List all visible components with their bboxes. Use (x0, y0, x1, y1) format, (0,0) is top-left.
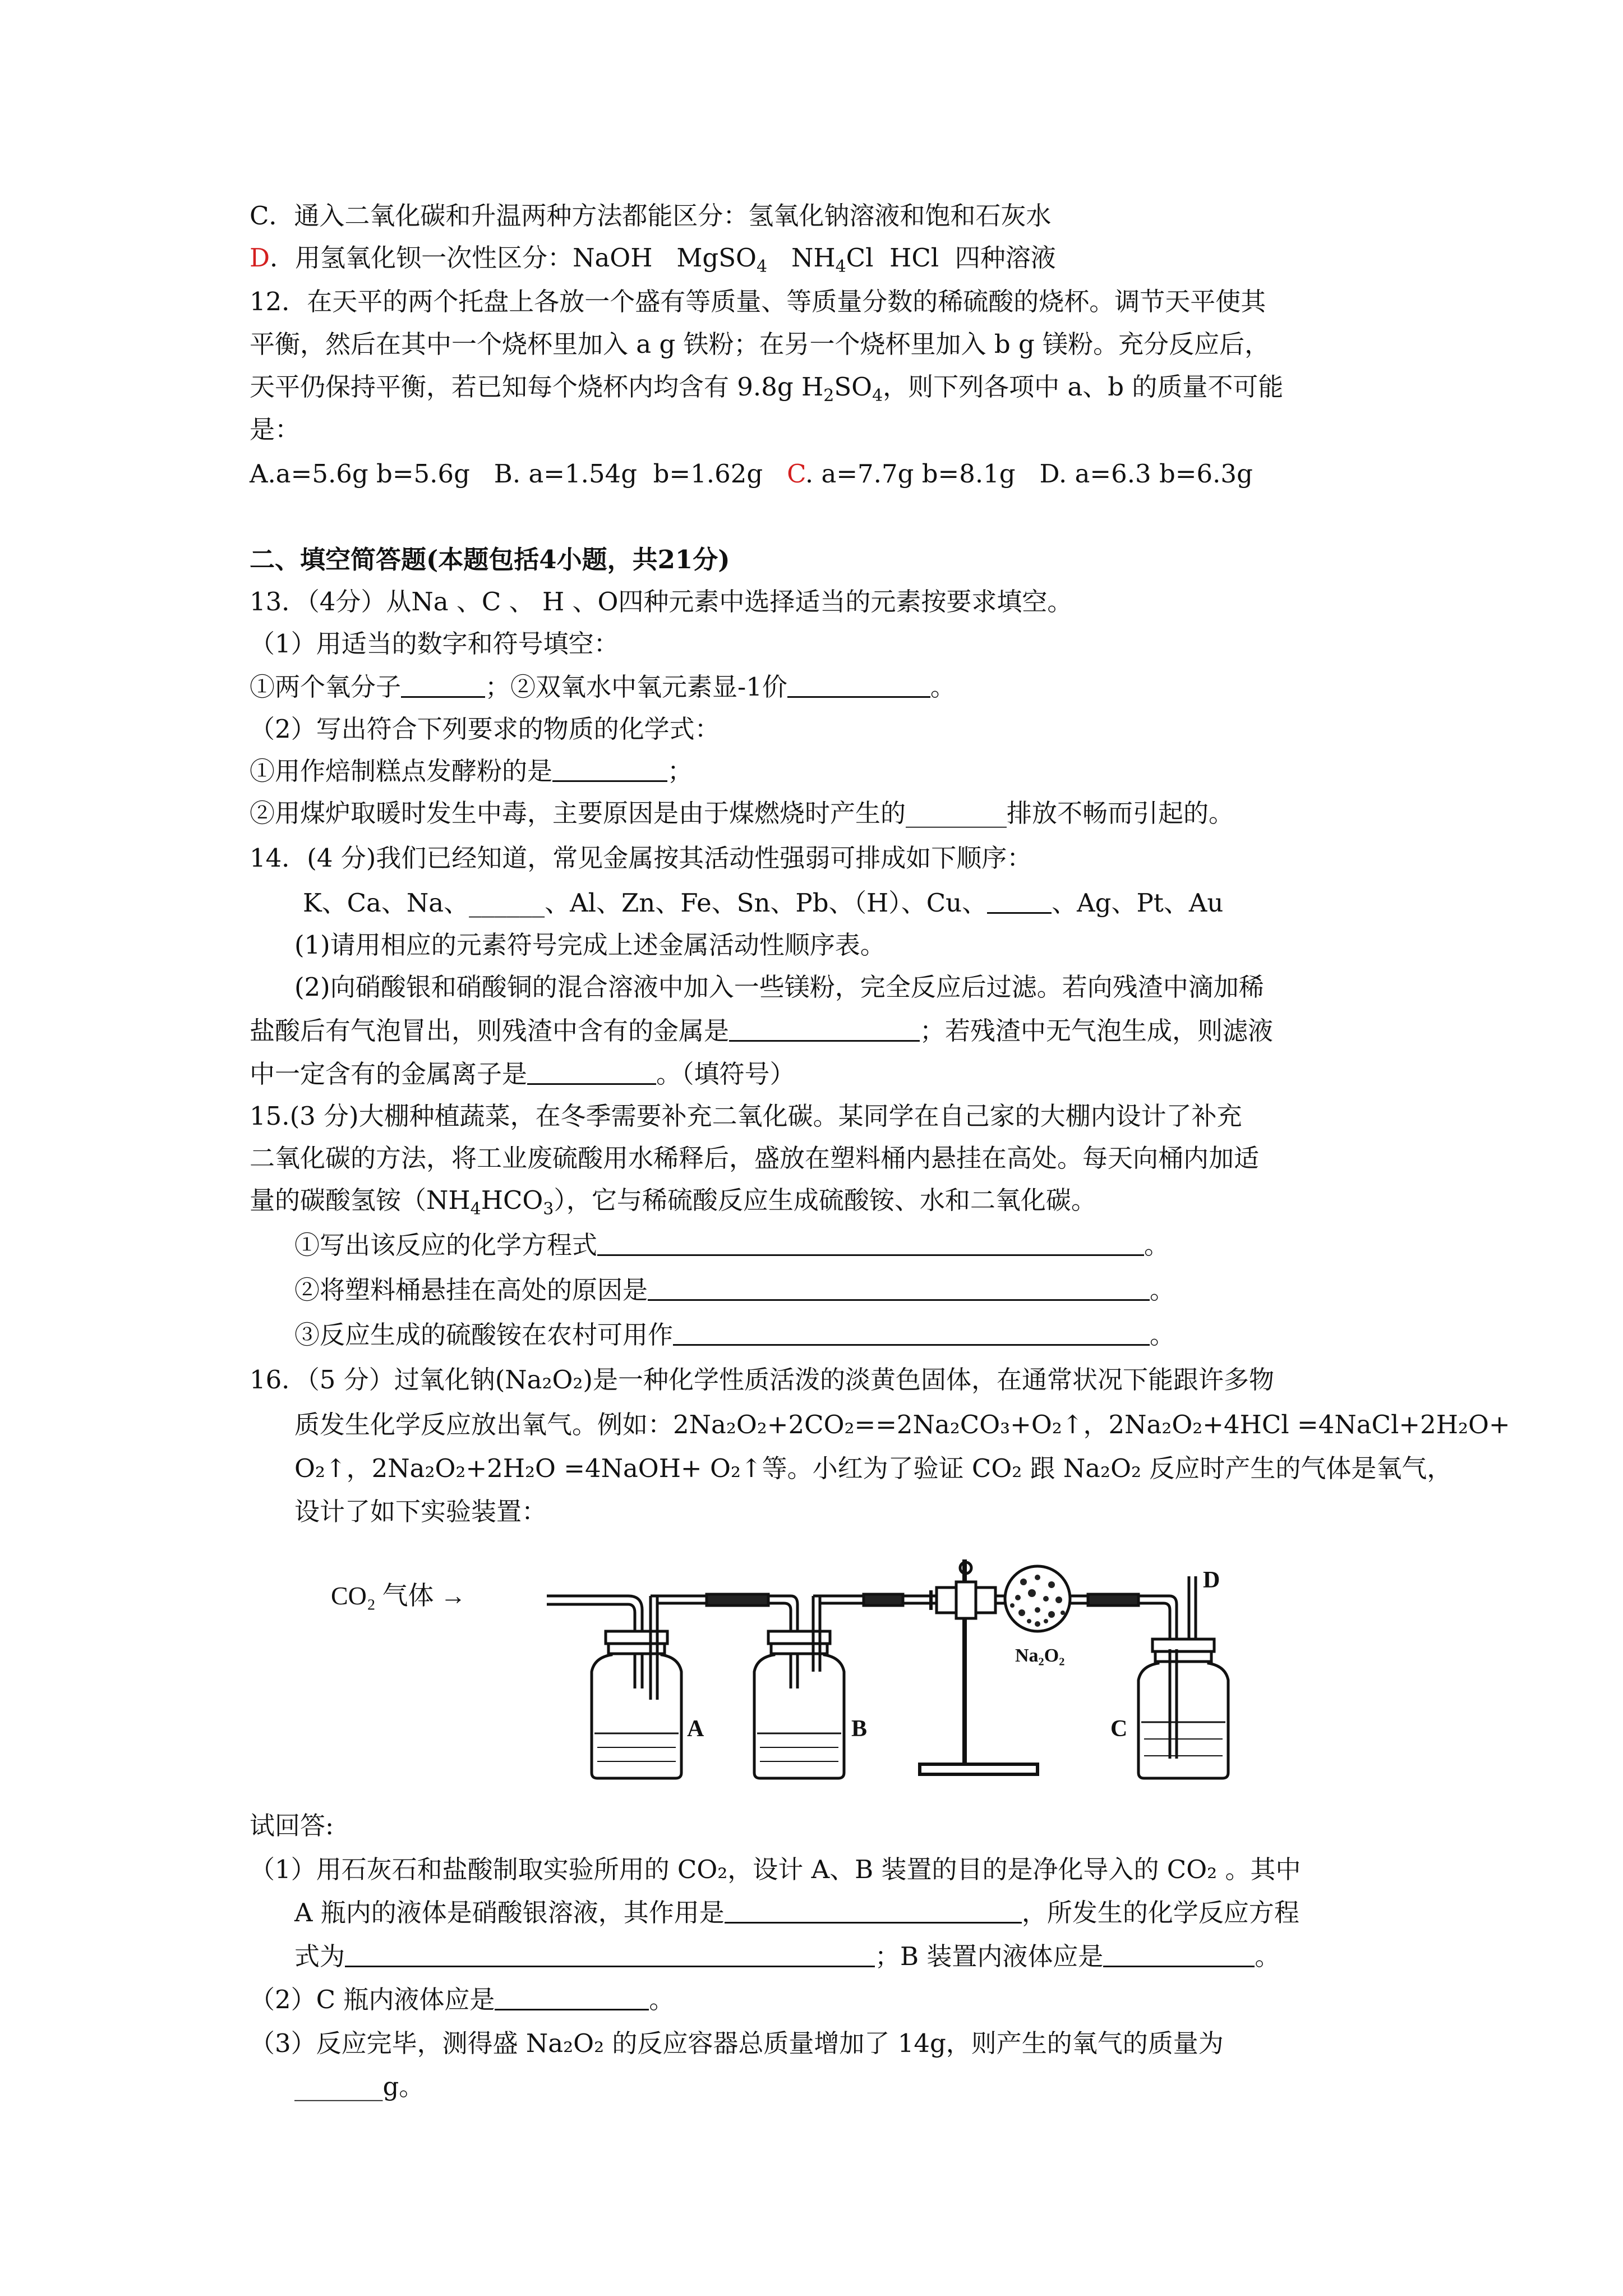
answer-blank[interactable] (527, 1061, 656, 1085)
q13-text: ①两个氧分子 (250, 672, 402, 702)
q14-text: ；若残渣中无气泡生成，则滤液 (920, 1016, 1274, 1046)
answer-part-1-line-2 (294, 1896, 1299, 1930)
q15-text: 量的碳酸氢铵（NH (250, 1185, 471, 1215)
subscript: 4 (872, 386, 883, 406)
q12-option-c-letter: C (787, 459, 805, 489)
q15-text: ②将塑料桶悬挂在高处的原因是 (294, 1275, 648, 1305)
q13-line-2: （1）用适当的数字和符号填空： (250, 629, 619, 659)
answer-blank[interactable] (673, 1322, 1150, 1346)
q12-line-1: 12．在天平的两个托盘上各放一个盛有等质量、等质量分数的稀硫酸的烧杯。调节天平使其 (250, 287, 1266, 316)
q15-line-2: 二氧化碳的方法，将工业废硫酸用水稀释后，盛放在塑料桶内悬挂在高处。每天向桶内加适 (250, 1143, 1260, 1173)
q14-line-4: (2)向硝酸银和硝酸铜的混合溶液中加入一些镁粉，完全反应后过滤。若向残渣中滴加稀 (294, 972, 1264, 1002)
q13-line-6: ②用煤炉取暖时发生中毒，主要原因是由于煤燃烧时产生的________排放不畅而引起的。 (250, 798, 1234, 828)
bottle-a-label: A (687, 1716, 704, 1742)
answer-blank[interactable] (787, 674, 930, 698)
q13-text: 。 (930, 672, 956, 702)
q12-options-text: . a=7.7g b=8.1g D. a=6.3 b=6.3g (805, 459, 1253, 489)
answer-blank[interactable] (597, 1232, 1144, 1256)
q14-line-6 (250, 1057, 795, 1091)
answer-part-3-line-1: （3）反应完毕，测得盛 Na₂O₂ 的反应容器总质量增加了 14g，则产生的氧气的质量为 (250, 2028, 1224, 2058)
q11-option-c: C．通入二氧化碳和升温两种方法都能区分：氢氧化钠溶液和饱和石灰水 (250, 201, 1052, 231)
answer-blank[interactable] (648, 1277, 1150, 1301)
q16-line-4: 设计了如下实验装置： (294, 1497, 547, 1526)
q13-line-4: （2）写出符合下列要求的物质的化学式： (250, 714, 720, 744)
q14-line-2 (303, 886, 1223, 920)
q15-line-3 (250, 1184, 1096, 1226)
q16-line-2: 质发生化学反应放出氧气。例如：2Na₂O₂+2CO₂==2Na₂CO₃+O₂↑，2Na₂O₂+4HCl =4NaCl+2H₂O+ (294, 1410, 1510, 1439)
q14-text: 、Ag、Pt、Au (1052, 888, 1224, 918)
outlet-d-label: D (1203, 1567, 1220, 1593)
answer-blank[interactable] (725, 1899, 1022, 1924)
q14-text: 盐酸后有气泡冒出，则残渣中含有的金属是 (250, 1016, 730, 1046)
subscript: 4 (835, 257, 846, 277)
answer-part-2 (250, 1983, 674, 2017)
q13-line-1: 13．（4分）从Na 、C 、 H 、O四种元素中选择适当的元素按要求填空。 (250, 587, 1073, 616)
q14-text: 中一定含有的金属离子是 (250, 1059, 528, 1089)
q14-line-5 (250, 1014, 1273, 1048)
q13-line-3 (250, 670, 956, 704)
q15-text: 。 (1144, 1230, 1170, 1260)
answer-blank[interactable] (729, 1018, 920, 1042)
q11-option-d-text: NH (767, 243, 836, 273)
bottle-c-label: C (1110, 1716, 1128, 1742)
q11-option-d (250, 241, 1056, 284)
q15-text: ③反应生成的硫酸铵在农村可用作 (294, 1320, 674, 1350)
q16-line-3: O₂↑，2Na₂O₂+2H₂O =4NaOH+ O₂↑等。小红为了验证 CO₂ 跟 Na₂O₂ 反应时产生的气体是氧气， (294, 1453, 1453, 1483)
subscript: 2 (823, 386, 834, 406)
q13-text: ； (667, 756, 693, 786)
answer-blank[interactable] (987, 890, 1052, 914)
q12-line-4: 是： (250, 415, 301, 444)
q11-option-d-letter: D (250, 243, 270, 273)
co2-gas-label: CO₂ 气体 → (331, 1581, 466, 1610)
q12-text: 天平仍保持平衡，若已知每个烧杯内均含有 9.8g H (250, 372, 824, 402)
q12-line-3 (250, 370, 1283, 413)
answer-text: （2）C 瓶内液体应是 (250, 1985, 495, 2014)
q15-line-6 (294, 1318, 1175, 1352)
q12-options-text: A.a=5.6g b=5.6g B. a=1.54g b=1.62g (250, 459, 787, 489)
q15-text: HCO (481, 1185, 543, 1215)
q15-text: 。 (1150, 1320, 1175, 1350)
section-2-title: 二、填空简答题(本题包括4小题，共21分) (250, 545, 730, 574)
q13-text: ①用作焙制糕点发酵粉的是 (250, 756, 553, 786)
q11-option-d-text: Cl HCl 四种溶液 (846, 243, 1056, 273)
q14-text: K、Ca、Na、______、Al、Zn、Fe、Sn、Pb、（H）、Cu、 (303, 888, 988, 918)
answer-text: A 瓶内的液体是硝酸银溶液，其作用是 (294, 1898, 725, 1927)
q12-line-2: 平衡，然后在其中一个烧杯里加入 a g 铁粉；在另一个烧杯里加入 b g 镁粉。充分反应后， (250, 329, 1270, 359)
q14-text: 。（填符号） (656, 1059, 795, 1089)
q14-line-3: (1)请用相应的元素符号完成上述金属活动性顺序表。 (294, 930, 886, 960)
q12-text: ，则下列各项中 a、b 的质量不可能 (883, 372, 1284, 402)
q16-line-1: 16．（5 分）过氧化钠(Na₂O₂)是一种化学性质活泼的淡黄色固体，在通常状况下能跟许多物 (250, 1365, 1274, 1395)
answer-intro: 试回答: (250, 1811, 334, 1841)
answer-blank[interactable] (552, 758, 667, 782)
answer-blank[interactable] (1103, 1943, 1255, 1967)
answer-text: ；B 装置内液体应是 (875, 1941, 1104, 1971)
q12-text: SO (834, 372, 873, 402)
experiment-apparatus-figure (314, 1543, 1267, 1789)
answer-blank[interactable] (401, 674, 485, 698)
answer-part-3-line-2: _______g。 (294, 2072, 425, 2101)
subscript: 3 (543, 1199, 554, 1219)
answer-text: 式为 (294, 1941, 345, 1971)
q14-line-1: 14．(4 分)我们已经知道，常见金属按其活动性强弱可排成如下顺序： (250, 843, 1032, 873)
q15-line-5 (294, 1273, 1175, 1307)
subscript: 4 (756, 257, 768, 277)
q15-text: 。 (1150, 1275, 1175, 1305)
answer-part-1-line-1: （1）用石灰石和盐酸制取实验所用的 CO₂，设计 A、B 装置的目的是净化导入的 CO₂ 。其中 (250, 1855, 1301, 1884)
answer-part-1-line-3 (294, 1940, 1280, 1973)
q13-text: ；②双氧水中氧元素显-1价 (485, 672, 787, 702)
q15-line-4 (294, 1228, 1169, 1262)
q13-line-5 (250, 754, 693, 788)
q15-text: ），它与稀硫酸反应生成硫酸铵、水和二氧化碳。 (554, 1185, 1096, 1215)
answer-blank[interactable] (495, 1986, 649, 2010)
bottle-b-label: B (851, 1716, 868, 1742)
answer-text: 。 (1255, 1941, 1280, 1971)
q12-options (250, 457, 1253, 491)
q15-line-1: 15.(3 分)大棚种植蔬菜，在冬季需要补充二氧化碳。某同学在自己家的大棚内设计了补充 (250, 1101, 1242, 1131)
q11-option-d-text: ．用氢氧化钡一次性区分：NaOH MgSO (270, 243, 757, 273)
answer-blank[interactable] (345, 1943, 875, 1967)
subscript: 4 (470, 1199, 481, 1219)
q15-text: ①写出该反应的化学方程式 (294, 1230, 598, 1260)
answer-text: ，所发生的化学反应方程 (1021, 1898, 1299, 1927)
answer-text: 。 (649, 1985, 675, 2014)
na2o2-label: Na₂O₂ (1015, 1645, 1065, 1666)
